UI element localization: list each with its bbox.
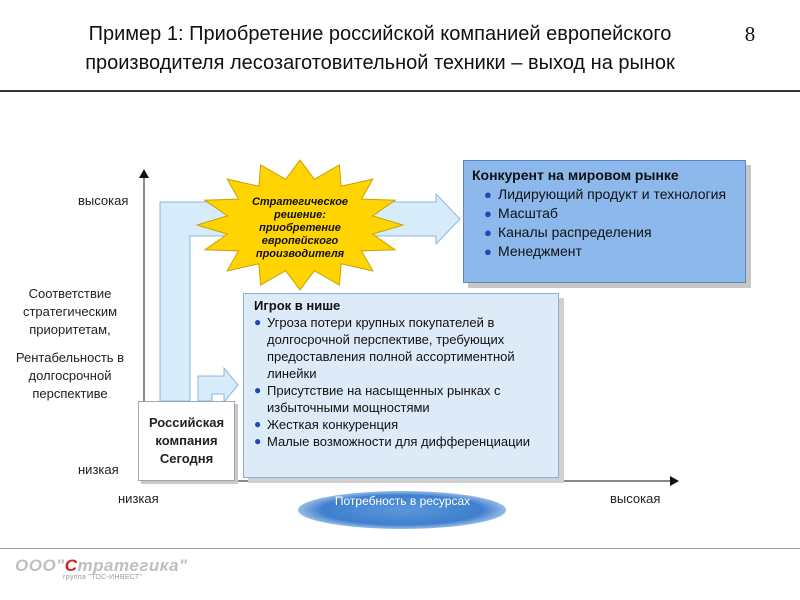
list-item: ● Менеджмент	[484, 243, 582, 259]
slide-title: Пример 1: Приобретение российской компанией европейского производителя лесозаготовительной техники – выход на рынок	[85, 23, 675, 74]
footer-divider	[0, 548, 800, 549]
bullet-icon: ●	[484, 225, 492, 240]
y-axis-caption-priorities: Соответствие стратегическим приоритетам,	[22, 286, 118, 337]
bullet-icon: ●	[254, 434, 262, 448]
page-number: 8	[744, 22, 756, 46]
logo-prefix: ООО"	[15, 556, 65, 575]
russian-company-box	[138, 401, 235, 481]
bullet-icon: ●	[254, 417, 262, 431]
logo-accent: С	[64, 556, 78, 575]
niche-player-title: Игрок в нише	[254, 298, 341, 313]
list-item: ● Малые возможности для дифференциации	[254, 434, 531, 449]
global-competitor-list	[472, 185, 737, 261]
bullet-icon: ●	[254, 383, 262, 397]
russian-company-label: Российская компания Сегодня	[148, 415, 225, 466]
list-item: ● Масштаб	[484, 205, 558, 221]
logo-name: тратегика"	[77, 556, 188, 575]
resource-need-label: Потребность в ресурсах	[334, 494, 471, 508]
bullet-icon: ●	[254, 315, 262, 329]
niche-player-list	[254, 314, 548, 450]
company-logo	[15, 556, 215, 586]
strategic-decision-text: Стратегическое решение: приобретение европейского производителя	[251, 196, 349, 260]
x-axis-high-label: высокая	[610, 491, 661, 506]
bullet-icon: ●	[484, 244, 492, 259]
list-item: ● Лидирующий продукт и технология	[484, 186, 727, 202]
list-item: ● Каналы распределения	[484, 224, 652, 240]
list-item: ● Угроза потери крупных покупателей в долгосрочной перспективе, требующих предоставления полной ассортиментной линейки	[254, 315, 515, 381]
list-item: ● Жесткая конкуренция	[254, 417, 399, 432]
bullet-icon: ●	[484, 206, 492, 221]
y-axis-caption-profitability: Рентабельность в долгосрочной перспективе	[15, 350, 125, 401]
bullet-icon: ●	[484, 187, 492, 202]
global-competitor-box	[463, 160, 746, 283]
list-item: ● Присутствие на насыщенных рынках с избыточными мощностями	[254, 383, 501, 415]
growth-arrow-small	[198, 368, 238, 402]
x-axis-low-label: низкая	[118, 491, 159, 506]
y-axis-high-label: высокая	[78, 193, 129, 208]
logo-subtitle: группа "ТОС-ИНВЕСТ"	[63, 574, 143, 581]
niche-player-box	[243, 293, 559, 478]
global-competitor-title: Конкурент на мировом рынке	[472, 167, 679, 183]
y-axis-low-label: низкая	[78, 462, 119, 477]
